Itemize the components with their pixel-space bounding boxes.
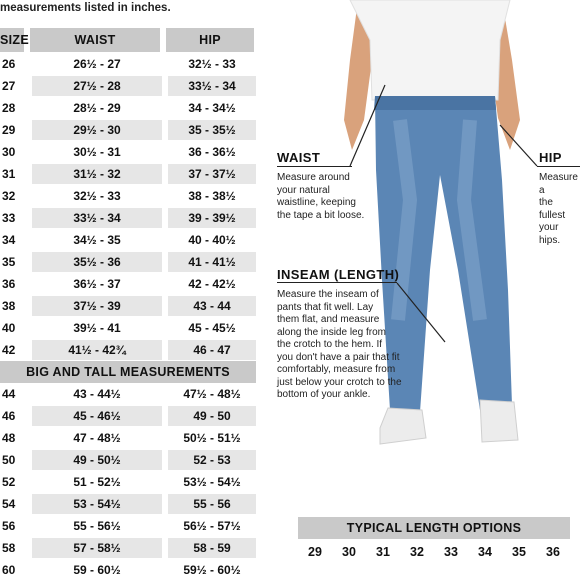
waist-cell: 55 - 56½ xyxy=(73,519,121,533)
table-row xyxy=(0,229,256,251)
inseam-pointer xyxy=(395,282,455,352)
waist-cell: 26½ - 27 xyxy=(73,57,121,71)
hip-cell: 47½ - 48½ xyxy=(183,387,241,401)
size-cell: 30 xyxy=(2,145,16,159)
waist-cell: 33½ - 34 xyxy=(32,208,162,228)
hip-cell: 35 - 35½ xyxy=(168,120,256,140)
inseam-text-line: them flat, and measure xyxy=(277,314,380,325)
waist-label-text xyxy=(277,172,364,222)
hip-text-line: the fullest xyxy=(539,197,566,221)
hip-label-title: HIP xyxy=(539,150,562,165)
regular-rows xyxy=(0,53,256,361)
hip-cell: 55 - 56 xyxy=(168,494,256,514)
hip-text-line: Measure a xyxy=(539,172,578,196)
waist-cell: 51 - 52½ xyxy=(73,475,121,489)
hip-cell: 41 - 41½ xyxy=(168,252,256,272)
table-row xyxy=(0,405,256,427)
waist-cell: 59 - 60½ xyxy=(73,563,121,577)
inseam-text-line: just below your crotch to the xyxy=(277,376,402,388)
size-cell: 35 xyxy=(2,255,16,269)
hip-cell: 33½ - 34 xyxy=(168,76,256,96)
table-row xyxy=(0,53,256,75)
waist-cell: 32½ - 33 xyxy=(73,189,121,203)
table-row xyxy=(0,537,256,559)
inseam-text-line: bottom of your ankle. xyxy=(277,389,371,400)
waist-cell: 28½ - 29 xyxy=(73,101,121,115)
length-option: 36 xyxy=(546,545,560,559)
big-tall-rows xyxy=(0,383,256,581)
length-options-box xyxy=(298,517,570,559)
hip-cell: 40 - 40½ xyxy=(188,233,236,247)
table-row xyxy=(0,251,256,273)
hip-cell: 56½ - 57½ xyxy=(183,519,241,533)
hip-cell: 58 - 59 xyxy=(168,538,256,558)
big-tall-title: BIG AND TALL MEASUREMENTS xyxy=(0,361,256,383)
table-row xyxy=(0,449,256,471)
size-cell: 52 xyxy=(2,475,16,489)
length-option: 35 xyxy=(512,545,526,559)
hip-pointer xyxy=(495,120,545,170)
size-cell: 40 xyxy=(2,321,16,335)
table-row xyxy=(0,207,256,229)
waist-cell: 57 - 58½ xyxy=(32,538,162,558)
hip-label-text xyxy=(539,172,580,247)
table-row xyxy=(0,141,256,163)
waist-cell: 29½ - 30 xyxy=(32,120,162,140)
header-size: SIZE xyxy=(0,28,24,52)
waist-cell: 35½ - 36 xyxy=(32,252,162,272)
size-cell: 34 xyxy=(2,233,16,247)
hip-cell: 49 - 50 xyxy=(168,406,256,426)
table-header xyxy=(0,27,256,53)
size-cell: 42 xyxy=(2,343,16,357)
waist-cell: 36½ - 37 xyxy=(73,277,121,291)
waist-cell: 41½ - 42¾ xyxy=(32,340,162,360)
table-row xyxy=(0,515,256,537)
inseam-label-title: INSEAM (LENGTH) xyxy=(277,267,400,282)
table-row xyxy=(0,493,256,515)
header-waist: WAIST xyxy=(30,28,160,52)
waist-cell: 45 - 46½ xyxy=(32,406,162,426)
table-row xyxy=(0,273,256,295)
table-row xyxy=(0,559,256,581)
hip-cell: 43 - 44 xyxy=(168,296,256,316)
waist-text-line: Measure around xyxy=(277,172,350,183)
table-row xyxy=(0,295,256,317)
hip-cell: 59½ - 60½ xyxy=(183,563,241,577)
hip-cell: 32½ - 33 xyxy=(188,57,236,71)
size-cell: 29 xyxy=(2,123,16,137)
waist-cell: 30½ - 31 xyxy=(73,145,121,159)
size-cell: 31 xyxy=(2,167,16,181)
waist-cell: 43 - 44½ xyxy=(73,387,121,401)
size-cell: 33 xyxy=(2,211,16,225)
inseam-text-line: you don't have a pair that fit xyxy=(277,351,400,363)
hip-cell: 50½ - 51½ xyxy=(183,431,241,445)
waist-label-title: WAIST xyxy=(277,150,321,165)
inseam-label-text xyxy=(277,289,402,402)
inseam-text-line: comfortably, measure from xyxy=(277,364,396,375)
length-options-title: TYPICAL LENGTH OPTIONS xyxy=(298,517,570,539)
hip-cell: 38 - 38½ xyxy=(188,189,236,203)
table-row xyxy=(0,339,256,361)
table-row xyxy=(0,163,256,185)
table-row xyxy=(0,427,256,449)
waist-cell: 31½ - 32 xyxy=(32,164,162,184)
waist-text-line: your natural xyxy=(277,184,330,196)
hip-cell: 34 - 34½ xyxy=(188,101,236,115)
waist-cell: 49 - 50½ xyxy=(32,450,162,470)
table-row xyxy=(0,97,256,119)
size-chart-table xyxy=(0,27,256,581)
waist-cell: 34½ - 35 xyxy=(73,233,121,247)
inseam-text-line: Measure the inseam of xyxy=(277,289,379,300)
size-cell: 26 xyxy=(2,57,16,71)
length-options-list xyxy=(298,545,570,559)
size-cell: 44 xyxy=(2,387,16,401)
hip-cell: 39 - 39½ xyxy=(168,208,256,228)
hip-cell: 42 - 42½ xyxy=(188,277,236,291)
header-hip: HIP xyxy=(166,28,254,52)
size-cell: 54 xyxy=(2,497,16,511)
hip-text-line: your hips. xyxy=(539,222,561,246)
table-row xyxy=(0,383,256,405)
table-row xyxy=(0,471,256,493)
table-row xyxy=(0,317,256,339)
inseam-text-line: the crotch to the hem. If xyxy=(277,339,383,350)
size-cell: 27 xyxy=(2,79,16,93)
length-option: 29 xyxy=(308,545,322,559)
hip-cell: 45 - 45½ xyxy=(188,321,236,335)
size-cell: 58 xyxy=(2,541,16,555)
length-option: 31 xyxy=(376,545,390,559)
hip-cell: 52 - 53 xyxy=(168,450,256,470)
waist-pointer xyxy=(340,80,400,170)
size-cell: 48 xyxy=(2,431,16,445)
waist-cell: 39½ - 41 xyxy=(73,321,121,335)
table-row xyxy=(0,119,256,141)
inseam-leader-line xyxy=(277,282,397,283)
length-option: 34 xyxy=(478,545,492,559)
length-option: 33 xyxy=(444,545,458,559)
size-cell: 56 xyxy=(2,519,16,533)
size-cell: 46 xyxy=(2,409,16,423)
size-cell: 60 xyxy=(2,563,16,577)
hip-cell: 36 - 36½ xyxy=(188,145,236,159)
waist-text-line: waistline, keeping xyxy=(277,197,356,208)
waist-cell: 53 - 54½ xyxy=(32,494,162,514)
hip-cell: 46 - 47 xyxy=(168,340,256,360)
waist-cell: 27½ - 28 xyxy=(32,76,162,96)
waist-cell: 47 - 48½ xyxy=(73,431,121,445)
intro-text: measurements listed in inches. xyxy=(0,2,171,14)
waist-text-line: the tape a bit loose. xyxy=(277,209,365,221)
size-cell: 36 xyxy=(2,277,16,291)
size-cell: 38 xyxy=(2,299,16,313)
size-cell: 50 xyxy=(2,453,16,467)
table-row xyxy=(0,185,256,207)
hip-cell: 37 - 37½ xyxy=(168,164,256,184)
hip-cell: 53½ - 54½ xyxy=(183,475,241,489)
table-row xyxy=(0,75,256,97)
inseam-text-line: along the inside leg from xyxy=(277,326,386,338)
waist-cell: 37½ - 39 xyxy=(32,296,162,316)
size-cell: 32 xyxy=(2,189,16,203)
length-option: 30 xyxy=(342,545,356,559)
inseam-text-line: pants that fit well. Lay xyxy=(277,301,374,313)
length-option: 32 xyxy=(410,545,424,559)
size-cell: 28 xyxy=(2,101,16,115)
